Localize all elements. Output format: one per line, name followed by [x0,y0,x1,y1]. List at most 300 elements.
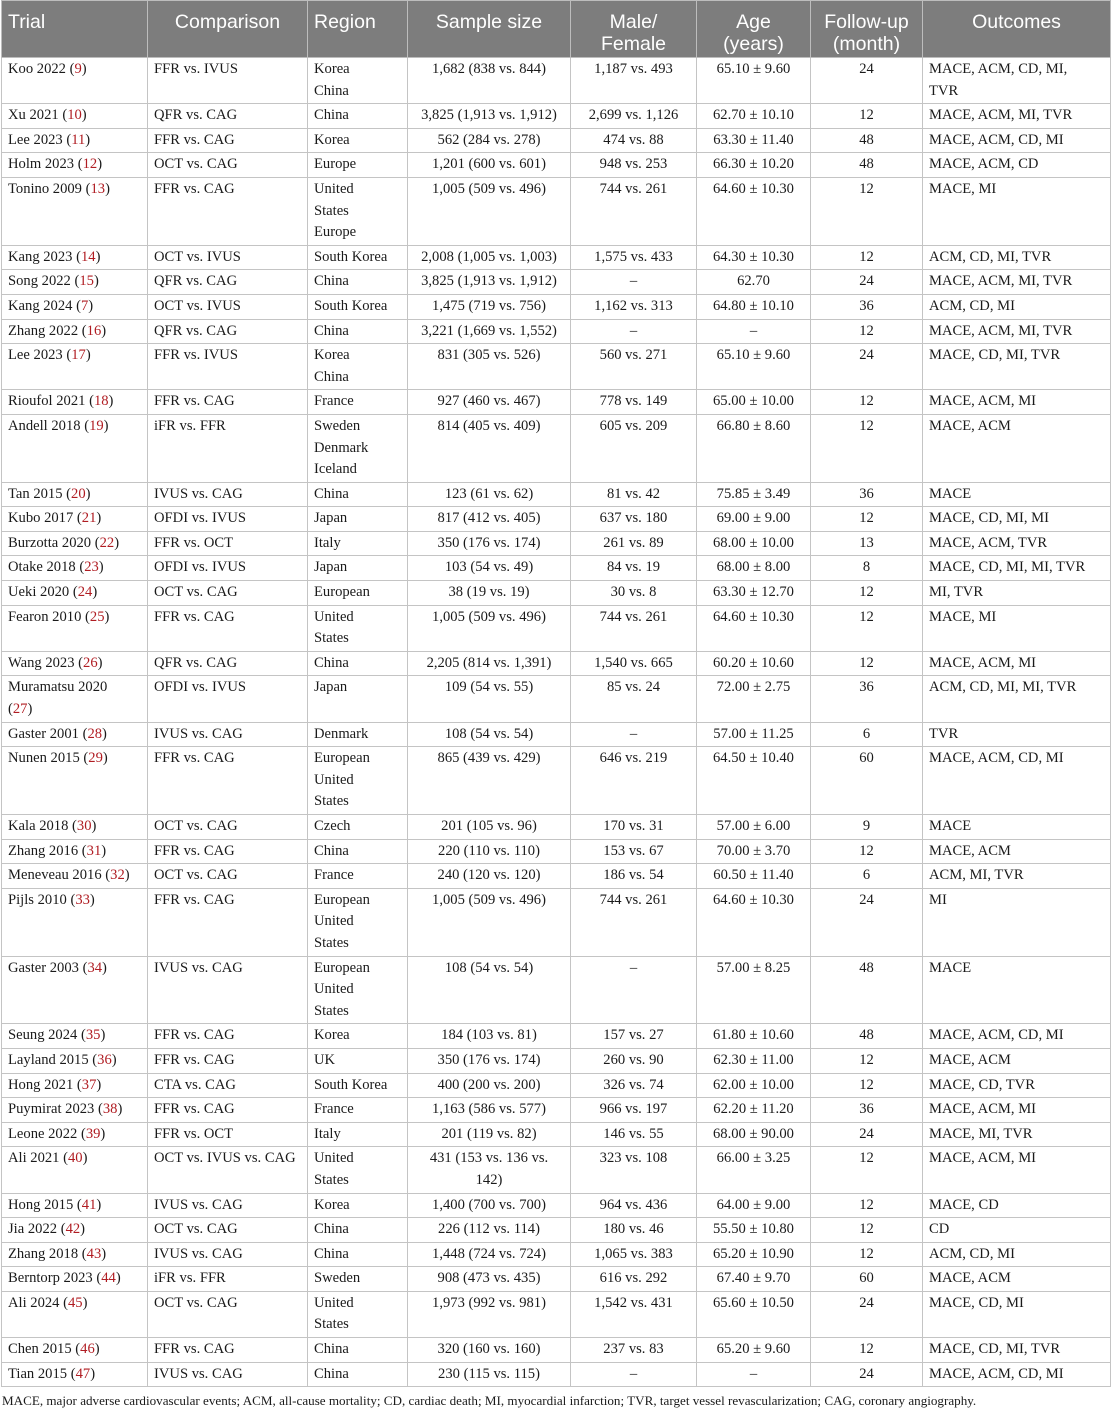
trial-cell [2,676,148,722]
reference-number: 16 [86,322,102,339]
age-text: 57.00 ± 11.25 [713,725,794,742]
sample-size-text: 908 (473 vs. 435) [437,1270,541,1287]
follow-up-cell [811,344,923,390]
reference-citation[interactable]: (44) [92,1270,121,1287]
male-female-text: 2,699 vs. 1,126 [588,107,679,124]
trial-name: Tonino 2009 [8,180,82,197]
sample-size-text: 1,005 (509 vs. 496) [432,180,546,197]
outcomes-cell [923,1218,1111,1243]
comparison-text: QFR vs. CAG [154,273,238,290]
age-text: 68.00 ± 90.00 [713,1125,794,1142]
reference-citation[interactable]: (23) [75,559,104,576]
outcomes-text: MACE, ACM, CD, MI [929,1365,1064,1382]
reference-number: 22 [99,534,115,551]
male-female-cell [571,344,697,390]
reference-citation[interactable]: (37) [73,1076,102,1093]
male-female-cell [571,245,697,270]
age-text: 60.20 ± 10.60 [713,654,794,671]
reference-citation[interactable]: (24) [69,584,98,601]
follow-up-cell [811,1193,923,1218]
male-female-text: – [629,725,638,742]
reference-citation[interactable]: (22) [91,534,120,551]
male-female-text: 474 vs. 88 [603,131,664,148]
age-cell [697,605,811,651]
reference-number: 21 [81,510,97,527]
region-text: China [314,1245,349,1262]
age-text: 64.60 ± 10.30 [713,891,794,908]
outcomes-text: MACE, ACM [929,1270,1011,1287]
sample-size-cell [408,651,571,676]
region-text: Denmark [314,725,369,742]
reference-citation[interactable]: (14) [72,248,101,265]
comparison-cell [148,1291,308,1337]
male-female-cell [571,1242,697,1267]
trial-name: Meneveau 2016 [8,867,102,884]
reference-citation[interactable]: (46) [71,1341,100,1358]
reference-citation[interactable]: (38) [94,1101,123,1118]
comparison-cell [148,390,308,415]
age-text: 67.40 ± 9.70 [716,1270,791,1287]
region-cell [308,581,408,606]
region-text: Korea [314,1027,350,1044]
col-header-follow-up: Follow-up (month) [811,1,923,58]
comparison-text: FFR vs. CAG [154,393,235,410]
region-cell [308,839,408,864]
male-female-text: 237 vs. 83 [603,1341,664,1358]
outcomes-text: MACE, CD, MI [929,1294,1024,1311]
trial-name: Kubo 2017 [8,510,74,527]
male-female-text: 260 vs. 90 [603,1051,664,1068]
table-row [2,1098,1111,1123]
male-female-text: 323 vs. 108 [599,1150,668,1167]
comparison-cell [148,414,308,482]
trial-name: Gaster 2003 [8,959,79,976]
age-text: 60.50 ± 11.40 [713,867,794,884]
age-cell [697,556,811,581]
sample-size-text: 400 (200 vs. 200) [437,1076,541,1093]
comparison-text: OCT vs. IVUS [154,297,241,314]
follow-up-text: 36 [859,1101,874,1118]
age-text: 57.00 ± 6.00 [716,818,791,834]
col-header-comparison: Comparison [148,1,308,58]
reference-citation[interactable]: (39) [77,1125,106,1142]
follow-up-text: 12 [859,1150,874,1167]
table-row [2,1267,1111,1292]
follow-up-cell [811,1218,923,1243]
outcomes-cell [923,839,1111,864]
age-cell [697,58,811,104]
follow-up-cell [811,177,923,245]
table-row [2,556,1111,581]
male-female-cell [571,1147,697,1193]
reference-citation[interactable]: (21) [73,510,102,527]
reference-citation[interactable]: (25) [81,608,110,625]
table-row [2,104,1111,129]
follow-up-cell [811,839,923,864]
reference-number: 17 [71,347,86,364]
outcomes-text: MACE, ACM, MI, TVR [929,322,1073,339]
sample-size-text: 201 (105 vs. 96) [441,818,537,834]
sample-size-cell [408,1024,571,1049]
trial-cell [2,507,148,532]
follow-up-cell [811,1291,923,1337]
male-female-text: 261 vs. 89 [603,534,664,551]
male-female-cell [571,153,697,178]
region-text: Korea [314,131,350,148]
trial-cell [2,104,148,129]
sample-size-cell [408,815,571,840]
outcomes-cell [923,1147,1111,1193]
reference-citation[interactable]: (12) [74,156,103,173]
trial-cell [2,1073,148,1098]
follow-up-text: 60 [859,1270,874,1287]
follow-up-text: 24 [859,1125,874,1142]
reference-citation[interactable]: (20) [62,485,91,502]
comparison-text: iFR vs. FFR [154,417,226,434]
outcomes-text: MACE, ACM, MI [929,393,1037,410]
sample-size-cell [408,319,571,344]
reference-citation[interactable]: (43) [78,1245,107,1262]
trial-name: Wang 2023 [8,654,75,671]
trial-cell [2,1147,148,1193]
age-text: 69.00 ± 9.00 [716,510,791,527]
reference-citation[interactable]: (45) [59,1294,88,1311]
table-row [2,1362,1111,1387]
table-row [2,651,1111,676]
trial-name: Jia 2022 [8,1221,58,1238]
male-female-cell [571,1338,697,1363]
reference-number: 23 [84,559,99,576]
outcomes-cell [923,177,1111,245]
comparison-text: QFR vs. CAG [154,322,238,339]
follow-up-text: 48 [859,959,874,976]
reference-citation[interactable]: (35) [77,1027,106,1044]
sample-size-cell [408,414,571,482]
region-cell [308,177,408,245]
comparison-text: FFR vs. IVUS [154,347,238,364]
outcomes-text: MACE, ACM [929,842,1011,859]
sample-size-text: 1,005 (509 vs. 496) [432,891,546,908]
region-text: Japan [314,679,348,696]
outcomes-text: MACE, MI, TVR [929,1125,1033,1142]
sample-size-cell [408,1073,571,1098]
reference-citation[interactable]: (28) [78,725,107,742]
follow-up-text: 48 [859,1027,874,1044]
male-female-text: 646 vs. 219 [599,750,668,767]
comparison-cell [148,676,308,722]
age-cell [697,390,811,415]
reference-citation[interactable]: (30) [68,818,97,834]
age-text: 62.20 ± 11.20 [713,1101,794,1118]
table-row [2,319,1111,344]
follow-up-cell [811,956,923,1024]
region-text: Sweden [314,1270,361,1287]
outcomes-cell [923,390,1111,415]
trial-cell [2,556,148,581]
region-text: China [314,273,349,290]
male-female-text: 1,542 vs. 431 [594,1294,673,1311]
reference-number: 33 [75,891,90,908]
sample-size-cell [408,294,571,319]
reference-citation[interactable]: (36) [88,1051,117,1068]
trial-name: Andell 2018 [8,417,81,434]
reference-citation[interactable]: (40) [59,1150,88,1167]
male-female-cell [571,294,697,319]
male-female-text: 146 vs. 55 [603,1125,664,1142]
comparison-cell [148,1193,308,1218]
sample-size-cell [408,1122,571,1147]
reference-citation[interactable]: (16) [78,322,107,339]
region-cell [308,1362,408,1387]
outcomes-cell [923,1098,1111,1123]
reference-citation[interactable]: (41) [73,1196,102,1213]
reference-number: 43 [86,1245,102,1262]
region-text: Italy [314,1125,341,1142]
follow-up-text: 24 [859,891,874,908]
sample-size-cell [408,556,571,581]
male-female-cell [571,581,697,606]
trial-name: Rioufol 2021 [8,393,86,410]
reference-citation[interactable]: (26) [74,654,103,671]
table-row [2,956,1111,1024]
follow-up-text: 36 [859,679,874,696]
sample-size-cell [408,104,571,129]
trial-cell [2,482,148,507]
region-cell [308,747,408,815]
follow-up-cell [811,270,923,295]
follow-up-text: 12 [859,1221,874,1238]
region-cell [308,956,408,1024]
sample-size-text: 240 (120 vs. 120) [437,867,541,884]
trial-cell [2,1291,148,1337]
table-row [2,747,1111,815]
trial-name: Kang 2024 [8,297,73,314]
follow-up-text: 24 [859,1365,874,1382]
reference-citation[interactable]: (9) [65,61,87,77]
sample-size-cell [408,344,571,390]
trial-cell [2,651,148,676]
follow-up-cell [811,128,923,153]
age-text: 65.60 ± 10.50 [713,1294,794,1311]
male-female-cell [571,58,697,104]
reference-number: 20 [71,485,86,502]
comparison-cell [148,722,308,747]
region-text: France [314,1101,354,1118]
reference-citation[interactable]: (27) [8,701,33,718]
outcomes-cell [923,1362,1111,1387]
reference-citation[interactable]: (32) [101,867,130,884]
sample-size-text: 1,475 (719 vs. 756) [432,297,546,314]
reference-citation[interactable]: (42) [57,1221,86,1238]
reference-number: 36 [97,1051,112,1068]
sample-size-cell [408,839,571,864]
comparison-cell [148,507,308,532]
age-text: 62.00 ± 10.00 [713,1076,794,1093]
trial-cell [2,1048,148,1073]
comparison-text: IVUS vs. CAG [154,959,243,976]
outcomes-text: MACE [929,818,972,834]
sample-size-cell [408,270,571,295]
age-cell [697,1193,811,1218]
outcomes-text: MACE, CD, MI, MI, TVR [929,559,1086,576]
outcomes-cell [923,245,1111,270]
sample-size-text: 109 (54 vs. 55) [444,679,534,696]
age-text: 64.60 ± 10.30 [713,180,794,197]
trial-cell [2,1098,148,1123]
reference-citation[interactable]: (18) [85,393,114,410]
trial-name: Nunen 2015 [8,750,80,767]
trial-name: Otake 2018 [8,559,76,576]
sample-size-text: 3,221 (1,669 vs. 1,552) [421,322,557,339]
trial-cell [2,839,148,864]
trial-name: Lee 2023 [8,347,63,364]
follow-up-cell [811,1338,923,1363]
reference-number: 18 [93,393,109,410]
sample-size-text: 38 (19 vs. 19) [448,584,530,601]
region-cell [308,390,408,415]
region-cell [308,1147,408,1193]
region-cell [308,1267,408,1292]
male-female-text: 186 vs. 54 [603,867,664,884]
sample-size-cell [408,153,571,178]
reference-citation[interactable]: (10) [58,107,87,124]
trial-cell [2,747,148,815]
sample-size-cell [408,1362,571,1387]
region-text: European United States [314,891,370,951]
comparison-cell [148,1338,308,1363]
follow-up-text: 24 [859,347,874,364]
comparison-cell [148,581,308,606]
male-female-cell [571,651,697,676]
outcomes-cell [923,507,1111,532]
age-cell [697,747,811,815]
age-cell [697,815,811,840]
age-text: 61.80 ± 10.60 [713,1027,794,1044]
follow-up-text: 12 [859,510,874,527]
trial-name: Chen 2015 [8,1341,72,1358]
male-female-cell [571,507,697,532]
region-cell [308,556,408,581]
trial-cell [2,1338,148,1363]
comparison-text: FFR vs. CAG [154,1027,235,1044]
follow-up-text: 12 [859,180,874,197]
male-female-text: 153 vs. 67 [603,842,664,859]
outcomes-text: CD [929,1221,950,1238]
male-female-cell [571,104,697,129]
follow-up-text: 12 [859,1245,874,1262]
sample-size-cell [408,581,571,606]
comparison-cell [148,888,308,956]
follow-up-cell [811,676,923,722]
region-text: UK [314,1051,336,1068]
reference-citation[interactable]: (17) [62,347,91,364]
follow-up-text: 48 [859,156,874,173]
age-cell [697,722,811,747]
reference-citation[interactable]: (13) [81,180,110,197]
comparison-cell [148,482,308,507]
follow-up-cell [811,1024,923,1049]
age-cell [697,651,811,676]
comparison-cell [148,956,308,1024]
male-female-text: – [629,959,638,976]
region-text: China [314,107,349,124]
male-female-cell [571,390,697,415]
outcomes-cell [923,1242,1111,1267]
age-cell [697,482,811,507]
table-row [2,1193,1111,1218]
comparison-text: FFR vs. CAG [154,750,235,767]
outcomes-cell [923,815,1111,840]
region-text: Europe [314,156,357,173]
reference-number: 41 [81,1196,97,1213]
region-text: Sweden Denmark Iceland [314,417,369,478]
comparison-cell [148,344,308,390]
sample-size-text: 350 (176 vs. 174) [437,1051,541,1068]
reference-number: 28 [87,725,103,742]
follow-up-text: 6 [862,867,871,884]
col-header-sample-size: Sample size [408,1,571,58]
follow-up-text: 12 [859,1076,874,1093]
reference-citation[interactable]: (47) [67,1365,96,1382]
male-female-text: 744 vs. 261 [599,608,668,625]
follow-up-text: 24 [859,1294,874,1311]
comparison-text: FFR vs. CAG [154,1101,235,1118]
reference-number: 40 [68,1150,83,1167]
male-female-text: 1,575 vs. 433 [594,248,673,265]
col-header-male-female: Male/ Female [571,1,697,58]
male-female-cell [571,1267,697,1292]
follow-up-text: 9 [862,818,871,834]
reference-citation[interactable]: (33) [66,891,95,908]
reference-citation[interactable]: (29) [79,750,108,767]
trial-name: Hong 2015 [8,1196,74,1213]
male-female-text: 84 vs. 19 [606,559,661,576]
male-female-text: 30 vs. 8 [610,584,657,601]
comparison-cell [148,153,308,178]
comparison-text: FFR vs. CAG [154,891,235,908]
sample-size-text: 350 (176 vs. 174) [437,534,541,551]
male-female-cell [571,1098,697,1123]
male-female-text: 1,162 vs. 313 [594,297,673,314]
follow-up-text: 24 [859,61,874,77]
reference-citation[interactable]: (11) [62,131,91,148]
comparison-cell [148,104,308,129]
region-cell [308,1291,408,1337]
comparison-text: OFDI vs. IVUS [154,559,247,576]
trial-cell [2,177,148,245]
comparison-text: OCT vs. CAG [154,584,238,601]
outcomes-text: MACE, ACM, MI [929,654,1037,671]
comparison-cell [148,128,308,153]
reference-citation[interactable]: (34) [78,959,107,976]
age-text: 62.30 ± 11.00 [713,1051,794,1068]
follow-up-text: 12 [859,654,874,671]
outcomes-text: MACE, ACM, MI [929,1150,1037,1167]
reference-number: 47 [75,1365,91,1382]
comparison-text: OFDI vs. IVUS [154,679,247,696]
age-cell [697,1098,811,1123]
region-cell [308,676,408,722]
table-footnote: MACE, major adverse cardiovascular events; ACM, all-cause mortality; CD, cardiac death; MI, myocardial infarction; TVR, target vessel revascularization; CAG, coronary angiography. [2,1393,977,1409]
reference-citation[interactable]: (7) [72,297,94,314]
trial-name: Kang 2023 [8,248,73,265]
reference-citation[interactable]: (31) [78,842,107,859]
comparison-cell [148,319,308,344]
col-header-outcomes: Outcomes [923,1,1111,58]
reference-citation[interactable]: (19) [80,417,109,434]
reference-citation[interactable]: (15) [70,273,99,290]
comparison-text: IVUS vs. CAG [154,1196,243,1213]
